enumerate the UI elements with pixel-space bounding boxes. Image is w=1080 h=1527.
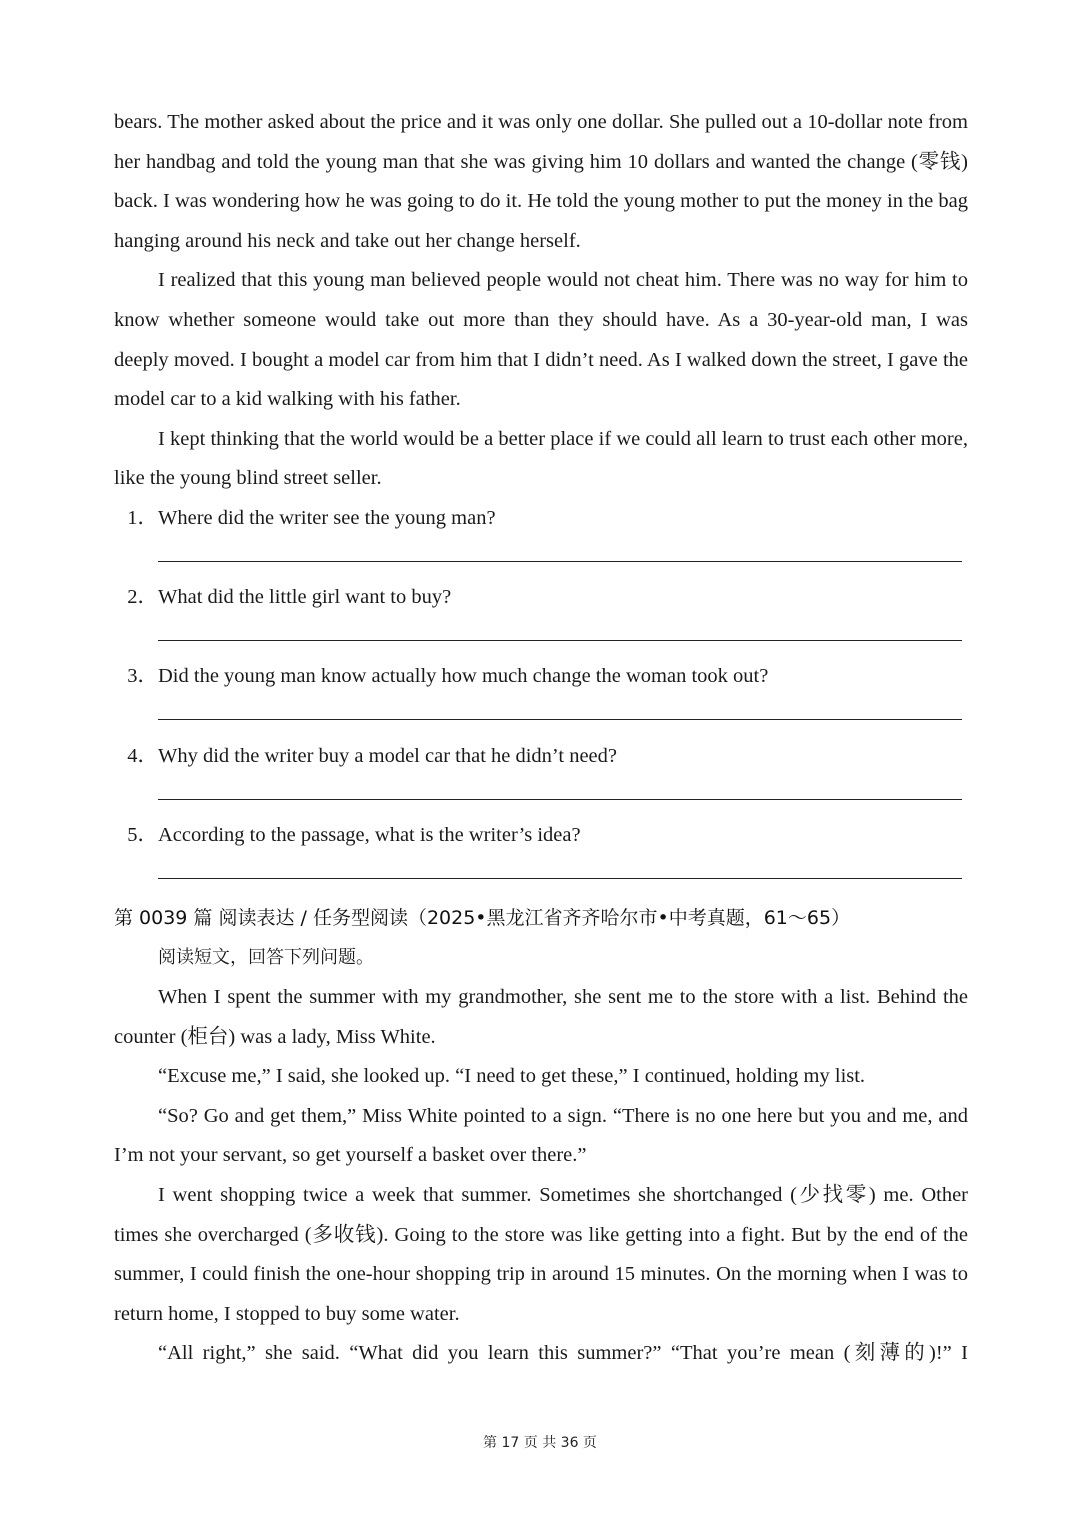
answer-line[interactable] [158,640,962,641]
answer-line[interactable] [158,719,962,720]
passage-paragraph: I kept thinking that the world would be a better place if we could all learn to trust each other more, like the young blind street seller. [114,427,968,490]
question-number: 1． [127,506,158,529]
question-text: Why did the writer buy a model car that he didn’t need? [158,744,618,767]
question-number: 5． [127,823,158,846]
question-list [114,499,968,895]
page-footer: 第 17 页 共 36 页 [483,1435,597,1451]
question-text: Did the young man know actually how much change the woman took out? [158,665,769,688]
question-number: 2． [127,586,158,609]
passage-paragraph: bears. The mother asked about the price and it was only one dollar. She pulled out a 10-dollar note from her handbag and told the young man that she was giving him 10 dollars and wanted the change (零钱) back. I was wondering how he was going to do it. He told the young mother to put the money in the bag hanging around his neck and take out her change herself. [114,111,968,252]
passage-paragraph: “All right,” she said. “What did you learn this summer?” “That you’re mean (刻薄的)!” I [158,1342,968,1365]
question-number: 3． [127,665,158,688]
question-item [114,737,968,816]
answer-line[interactable] [158,799,962,800]
question-text: What did the little girl want to buy? [158,586,452,609]
question-item [114,816,968,895]
answer-line[interactable] [158,561,962,562]
section-heading: 第 0039 篇 阅读表达 / 任务型阅读（2025•黑龙江省齐齐哈尔市•中考真题，61～65） [114,906,851,929]
passage-paragraph: “Excuse me,” I said, she looked up. “I need to get these,” I continued, holding my list. [158,1065,866,1088]
question-text: Where did the writer see the young man? [158,506,496,529]
question-item [114,657,968,736]
answer-line[interactable] [158,878,962,879]
passage-paragraph: I realized that this young man believed people would not cheat him. There was no way for him to know whether someone would take out more than they should have. As a 30-year-old man, I was deeply moved. I bought a model car from him that I didn’t need. As I walked down the street, I gave the model car to a kid walking with his father. [114,269,968,411]
passage-paragraph: When I spent the summer with my grandmother, she sent me to the store with a list. Behind the counter (柜台) was a lady, Miss White. [114,986,968,1048]
question-item [114,499,968,578]
passage-paragraph: I went shopping twice a week that summer. Sometimes she shortchanged (少找零) me. Other times she overcharged (多收钱). Going to the store was like getting into a fight. But by the end of the summer, I could finish the one-hour shopping trip in around 15 minutes. On the morning when I was to return home, I stopped to buy some water. [114,1184,968,1325]
passage-paragraph: “So? Go and get them,” Miss White pointed to a sign. “There is no one here but you and me, and I’m not your servant, so get yourself a basket over there.” [114,1104,968,1167]
section-instruction: 阅读短文，回答下列问题。 [158,947,374,969]
question-number: 4． [127,744,158,767]
question-item [114,578,968,657]
question-text: According to the passage, what is the writer’s idea? [158,823,581,846]
page-content [114,103,968,1374]
